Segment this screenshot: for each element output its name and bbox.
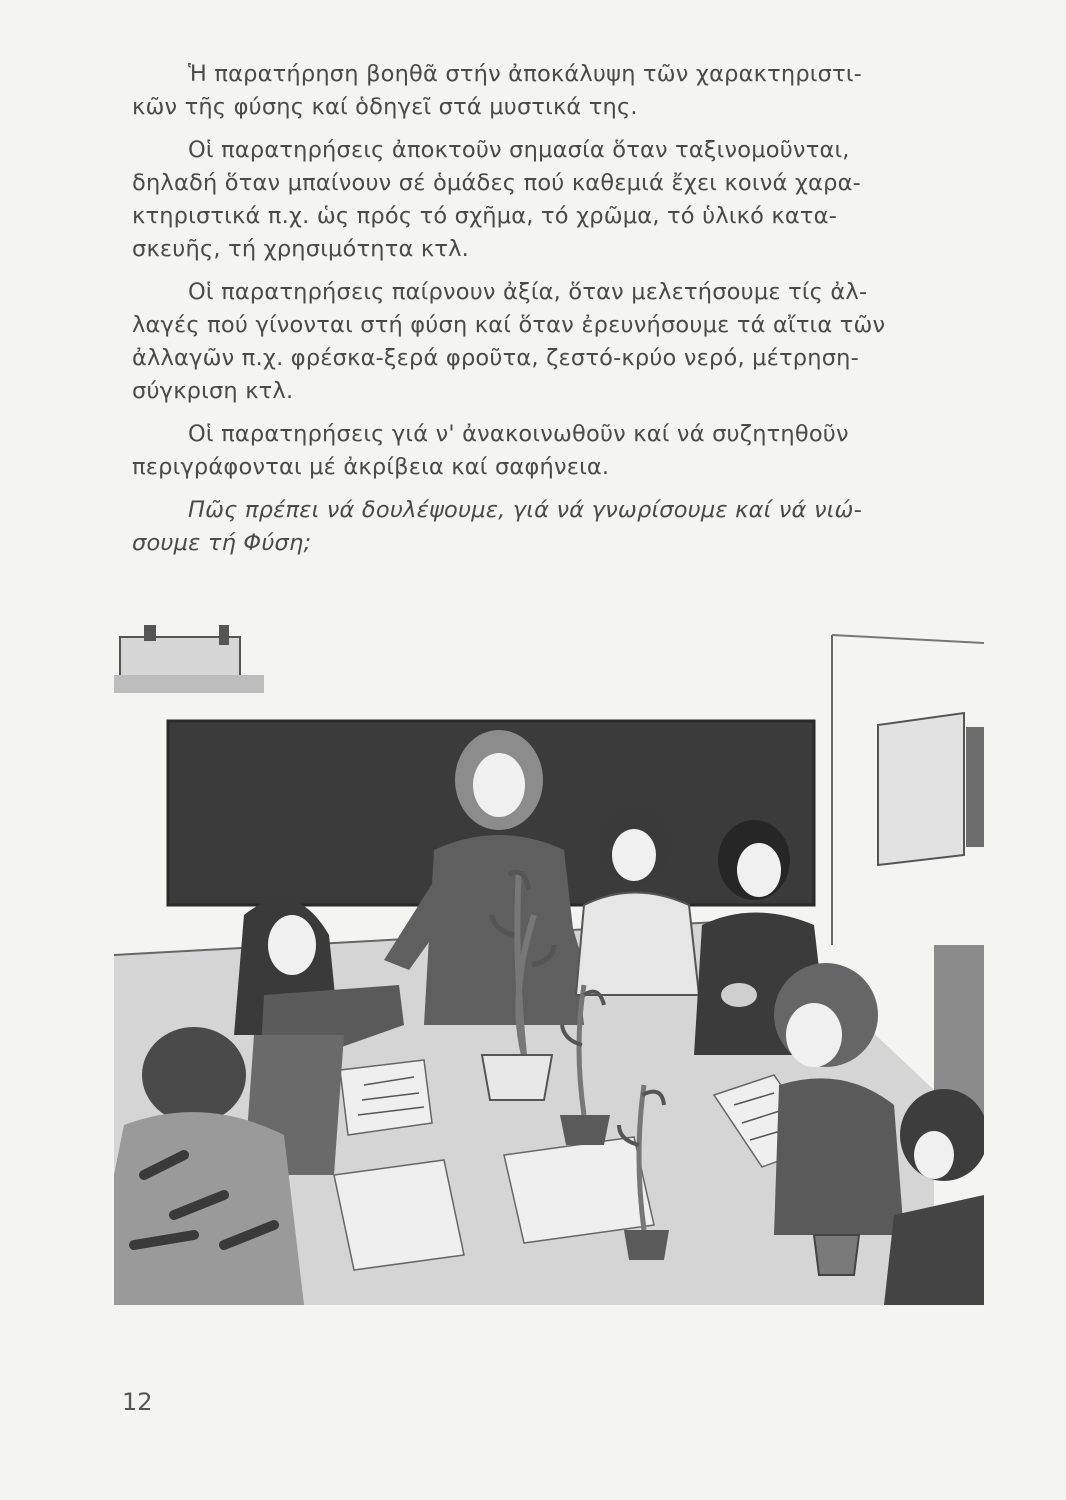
text-line: Οἱ παρατηρήσεις γιά ν' ἀνακοινωθοῦν καί νά συζητηθοῦν [188, 421, 849, 447]
text-line: ἀλλαγῶν π.χ. φρέσκα-ξερά φροῦτα, ζεστό-κρύο νερό, μέτρηση- [132, 345, 859, 371]
body-text [132, 58, 980, 570]
cup [814, 1235, 859, 1275]
text-line: λαγές πού γίνονται στή φύση καί ὅταν ἐρευνήσουμε τά αἴτια τῶν [132, 312, 886, 338]
text-line: κῶν τῆς φύσης καί ὁδηγεῖ στά μυστικά της. [132, 94, 638, 120]
text-line: δηλαδή ὅταν μπαίνουν σέ ὁμάδες πού καθεμιά ἔχει κοινά χαρα- [132, 170, 861, 196]
wall-shelf [114, 625, 264, 693]
paragraph-question [132, 494, 980, 560]
text-line: Πῶς πρέπει νά δουλέψουμε, γιά νά γνωρίσουμε καί νά νιώ- [188, 497, 862, 523]
paragraph-changes [132, 276, 980, 408]
student-figure [774, 963, 904, 1235]
page-number: 12 [122, 1388, 153, 1416]
text-line: σκευῆς, τή χρησιμότητα κτλ. [132, 236, 469, 262]
text-line: Οἱ παρατηρήσεις παίρνουν ἀξία, ὅταν μελετήσουμε τίς ἀλ- [188, 279, 868, 305]
text-line: κτηριστικά π.χ. ὡς πρός τό σχῆμα, τό χρῶμα, τό ὑλικό κατα- [132, 203, 838, 229]
text-line: Ἡ παρατήρηση βοηθᾶ στήν ἀποκάλυψη τῶν χαρακτηριστι- [188, 61, 862, 87]
paragraph-communication [132, 418, 980, 484]
paragraph-classification [132, 134, 980, 266]
text-line: περιγράφονται μέ ἀκρίβεια καί σαφήνεια. [132, 454, 610, 480]
text-line: σύγκριση κτλ. [132, 378, 294, 404]
text-line: σουμε τή Φύση; [132, 530, 312, 556]
classroom-illustration [114, 615, 984, 1305]
text-line: Οἱ παρατηρήσεις ἀποκτοῦν σημασία ὅταν ταξινομοῦνται, [188, 137, 850, 163]
paragraph-observation-intro [132, 58, 980, 124]
